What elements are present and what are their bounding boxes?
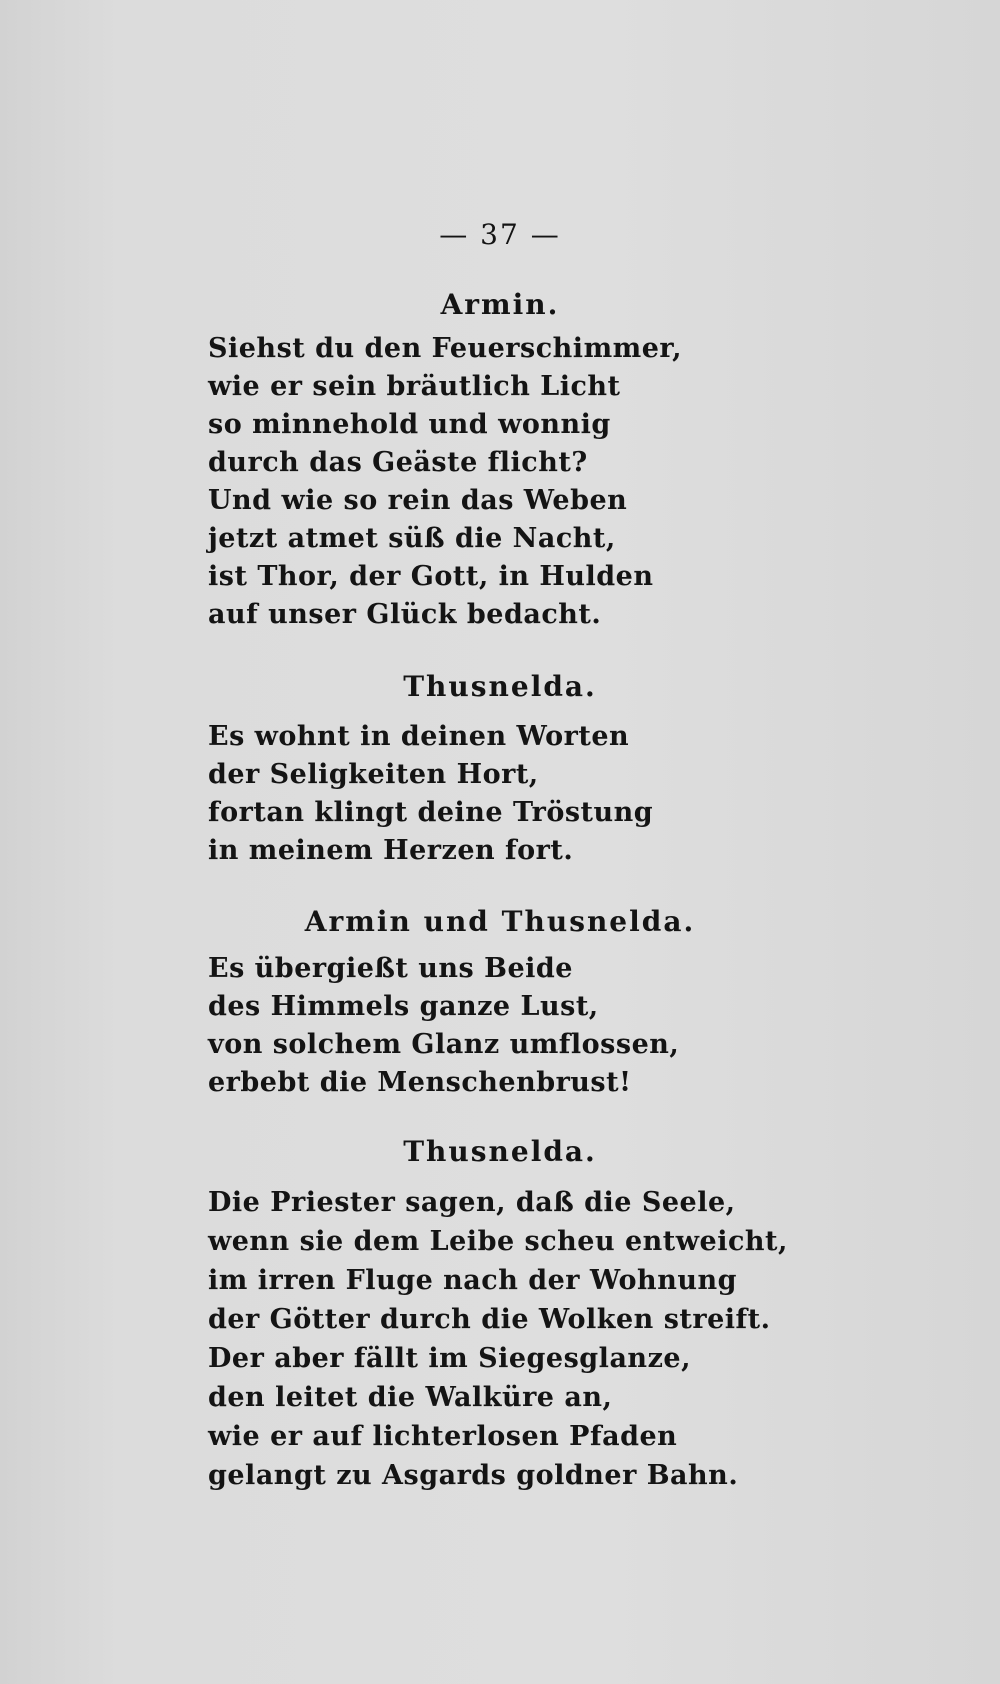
verse-line: Und wie so rein das Weben	[208, 485, 628, 516]
verse-line: fortan klingt deine Tröstung	[208, 797, 654, 828]
verse-thusnelda	[208, 718, 653, 870]
verse-line: Es übergießt uns Beide	[208, 953, 573, 984]
section-heading-armin: Armin.	[440, 288, 560, 321]
verse-line: wenn sie dem Leibe scheu entweicht,	[208, 1226, 788, 1257]
verse-line: gelangt zu Asgards goldner Bahn.	[208, 1460, 739, 1491]
verse-line: von solchem Glanz umflossen,	[208, 1029, 680, 1060]
verse-line: der Götter durch die Wolken streift.	[208, 1304, 771, 1335]
section-heading-thusnelda: Thusnelda.	[403, 670, 597, 703]
verse-line: Es wohnt in deinen Worten	[208, 721, 630, 752]
verse-line: Siehst du den Feuerschimmer,	[208, 333, 683, 364]
verse-thusnelda-2	[208, 1183, 788, 1495]
verse-line: wie er auf lichterlosen Pfaden	[208, 1421, 678, 1452]
verse-line: jetzt atmet süß die Nacht,	[208, 523, 616, 554]
verse-line: Der aber fällt im Siegesglanze,	[208, 1343, 691, 1374]
verse-line: so minnehold und wonnig	[208, 409, 611, 440]
page-number: — 37 —	[439, 218, 561, 251]
verse-line: durch das Geäste flicht?	[208, 447, 588, 478]
verse-line: des Himmels ganze Lust,	[208, 991, 599, 1022]
verse-armin-und-thusnelda	[208, 950, 679, 1102]
verse-line: erbebt die Menschenbrust!	[208, 1067, 632, 1098]
verse-line: wie er sein bräutlich Licht	[208, 371, 621, 402]
verse-line: in meinem Herzen fort.	[208, 835, 574, 866]
verse-line: auf unser Glück bedacht.	[208, 599, 602, 630]
verse-line: ist Thor, der Gott, in Hulden	[208, 561, 654, 592]
verse-line: Die Priester sagen, daß die Seele,	[208, 1187, 736, 1218]
verse-line: der Seligkeiten Hort,	[208, 759, 539, 790]
verse-armin	[208, 330, 682, 634]
section-heading-thusnelda-2: Thusnelda.	[403, 1135, 597, 1168]
verse-line: den leitet die Walküre an,	[208, 1382, 613, 1413]
section-heading-armin-und-thusnelda: Armin und Thusnelda.	[304, 905, 696, 938]
verse-line: im irren Fluge nach der Wohnung	[208, 1265, 737, 1296]
